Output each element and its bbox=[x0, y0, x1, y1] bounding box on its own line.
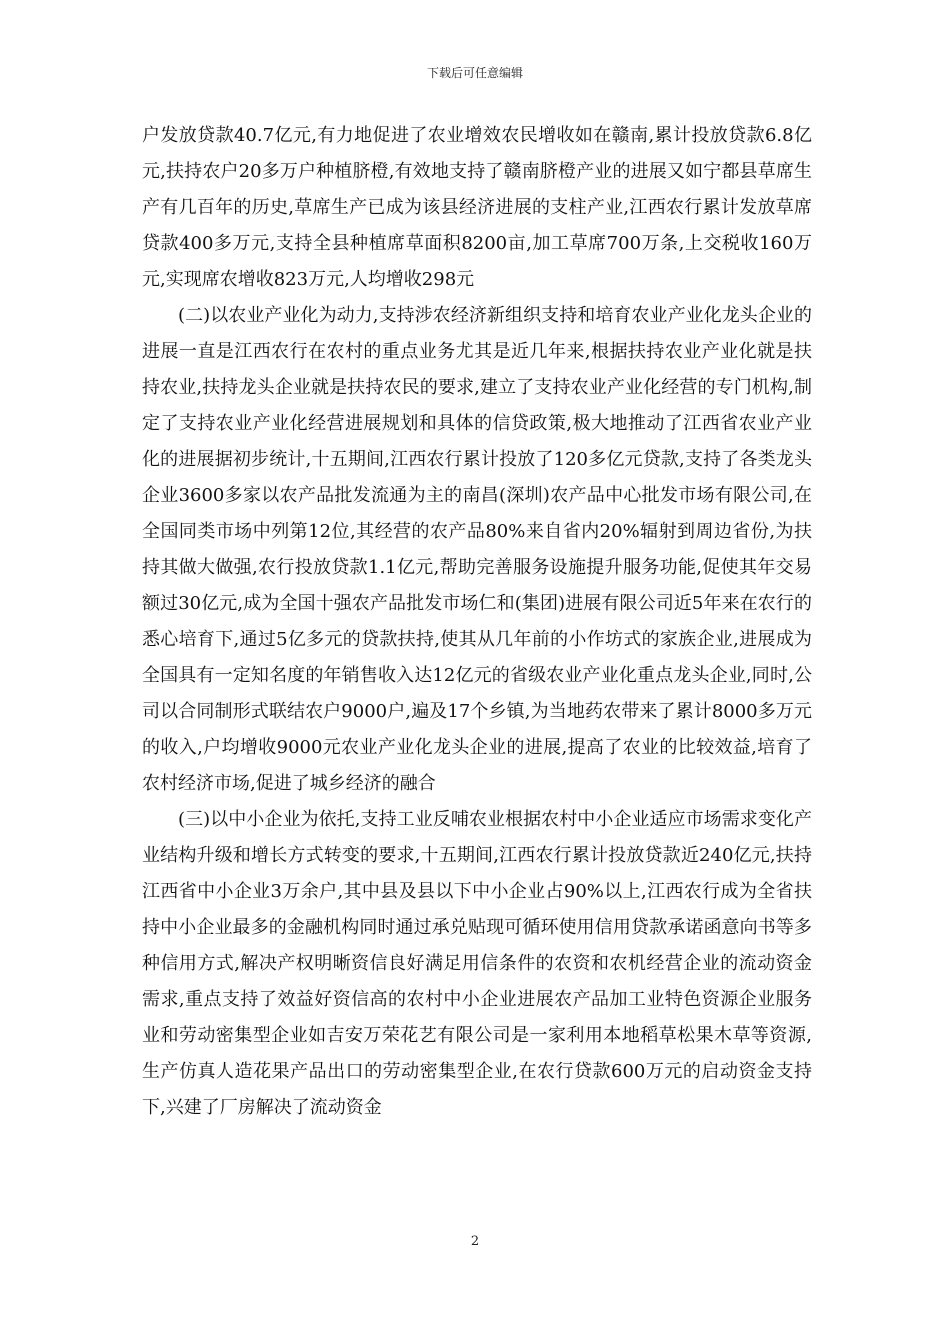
paragraph-3: (三)以中小企业为依托,支持工业反哺农业根据农村中小企业适应市场需求变化产业结构升级和增长方式转变的要求,十五期间,江西农行累计投放贷款近240亿元,扶持江西省中小企业3万余户,其中县及县以下中小企业占90%以上,江西农行成为全省扶持中小企业最多的金融机构同时通过承兑贴现可循环使用信用贷款承诺函意向书等多种信用方式,解决产权明晰资信良好满足用信条件的农资和农机经营企业的流动资金需求,重点支持了效益好资信高的农村中小企业进展农产品加工业特色资源企业服务业和劳动密集型企业如吉安万荣花艺有限公司是一家利用本地稻草松果木草等资源,生产仿真人造花果产品出口的劳动密集型企业,在农行贷款600万元的启动资金支持下,兴建了厂房解决了流动资金 bbox=[142, 809, 812, 1118]
page-number bbox=[0, 1234, 950, 1250]
page-number-text: 2 bbox=[470, 1234, 480, 1249]
document-body bbox=[142, 118, 812, 1126]
header-text: 下载后可任意编辑 bbox=[426, 66, 523, 80]
paragraph-1: 户发放贷款40.7亿元,有力地促进了农业增效农民增收如在赣南,累计投放贷款6.8亿元,扶持农户20多万户种植脐橙,有效地支持了赣南脐橙产业的进展又如宁都县草席生产有几百年的历史,草席生产已成为该县经济进展的支柱产业,江西农行累计发放草席贷款400多万元,支持全县种植席草面积8200亩,加工草席700万条,上交税收160万元,实现席农增收823万元,人均增收298元 bbox=[142, 125, 812, 290]
paragraph-2: (二)以农业产业化为动力,支持涉农经济新组织支持和培育农业产业化龙头企业的进展一直是江西农行在农村的重点业务尤其是近几年来,根据扶持农业产业化就是扶持农业,扶持龙头企业就是扶持农民的要求,建立了支持农业产业化经营的专门机构,制定了支持农业产业化经营进展规划和具体的信贷政策,极大地推动了江西省农业产业化的进展据初步统计,十五期间,江西农行累计投放了120多亿元贷款,支持了各类龙头企业3600多家以农产品批发流通为主的南昌(深圳)农产品中心批发市场有限公司,在全国同类市场中列第12位,其经营的农产品80%来自省内20%辐射到周边省份,为扶持其做大做强,农行投放贷款1.1亿元,帮助完善服务设施提升服务功能,促使其年交易额过30亿元,成为全国十强农产品批发市场仁和(集团)进展有限公司近5年来在农行的悉心培育下,通过5亿多元的贷款扶持,使其从几年前的小作坊式的家族企业,进展成为全国具有一定知名度的年销售收入达12亿元的省级农业产业化重点龙头企业,同时,公司以合同制形式联结农户9000户,遍及17个乡镇,为当地药农带来了累计8000多万元的收入,户均增收9000元农业产业化龙头企业的进展,提高了农业的比较效益,培育了农村经济市场,促进了城乡经济的融合 bbox=[142, 305, 812, 794]
page-header bbox=[0, 66, 950, 80]
